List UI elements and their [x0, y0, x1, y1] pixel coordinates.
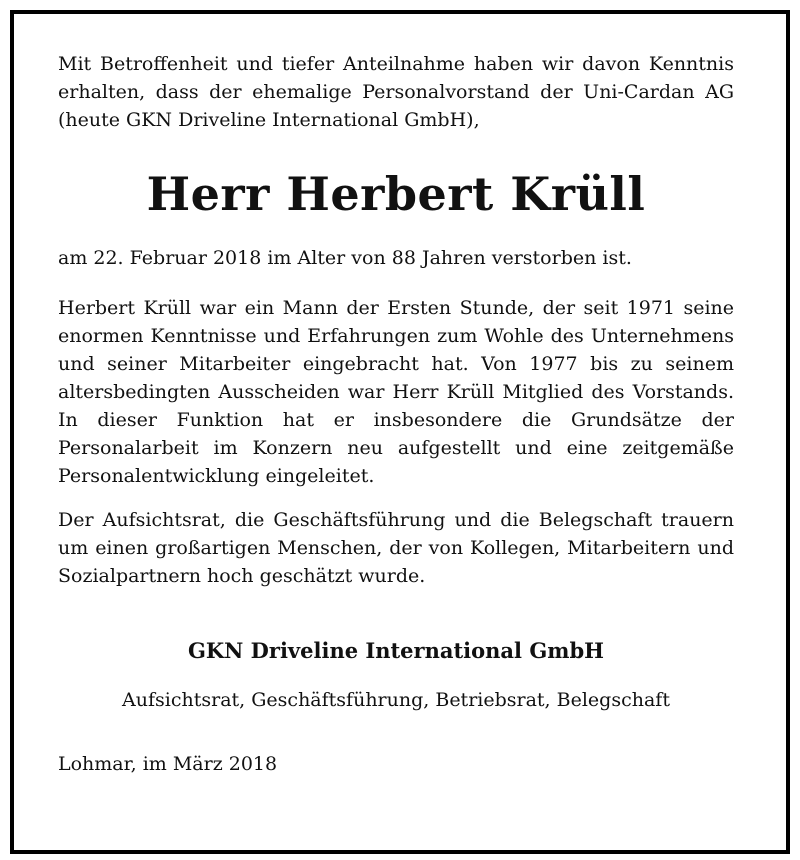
biography-paragraph: Herbert Krüll war ein Mann der Ersten Stunde, der seit 1971 seine enormen Kenntnisse und Erfahrungen zum Wohle des Unternehmens und seiner Mitarbeiter eingebracht hat. Von 1977 bis zu seinem altersbedingten Ausscheiden war Herr Krüll Mitglied des Vorstands. In dieser Funktion hat er insbesondere die Grundsätze der Personalarbeit im Konzern neu aufgestellt und eine zeitgemäße Personalentwicklung eingeleitet.	[58, 297, 734, 487]
intro-paragraph: Mit Betroffenheit und tiefer Anteilnahme haben wir davon Kenntnis erhalten, dass der ehemalige Personalvorstand der Uni-Cardan AG (heute GKN Driveline International GmbH),	[58, 53, 734, 131]
place-and-date: Lohmar, im März 2018	[58, 753, 278, 775]
company-bodies: Aufsichtsrat, Geschäftsführung, Betriebsrat, Belegschaft	[122, 689, 670, 711]
obituary-content	[58, 50, 734, 778]
company-name: GKN Driveline International GmbH	[187, 638, 605, 663]
obituary-frame	[10, 10, 790, 854]
deceased-name: Herr Herbert Krüll	[146, 167, 646, 221]
death-date-line: am 22. Februar 2018 im Alter von 88 Jahren verstorben ist.	[58, 247, 632, 269]
mourning-paragraph: Der Aufsichtsrat, die Geschäftsführung und die Belegschaft trauern um einen großartigen Menschen, der von Kollegen, Mitarbeitern und Sozialpartnern hoch geschätzt wurde.	[58, 509, 734, 587]
